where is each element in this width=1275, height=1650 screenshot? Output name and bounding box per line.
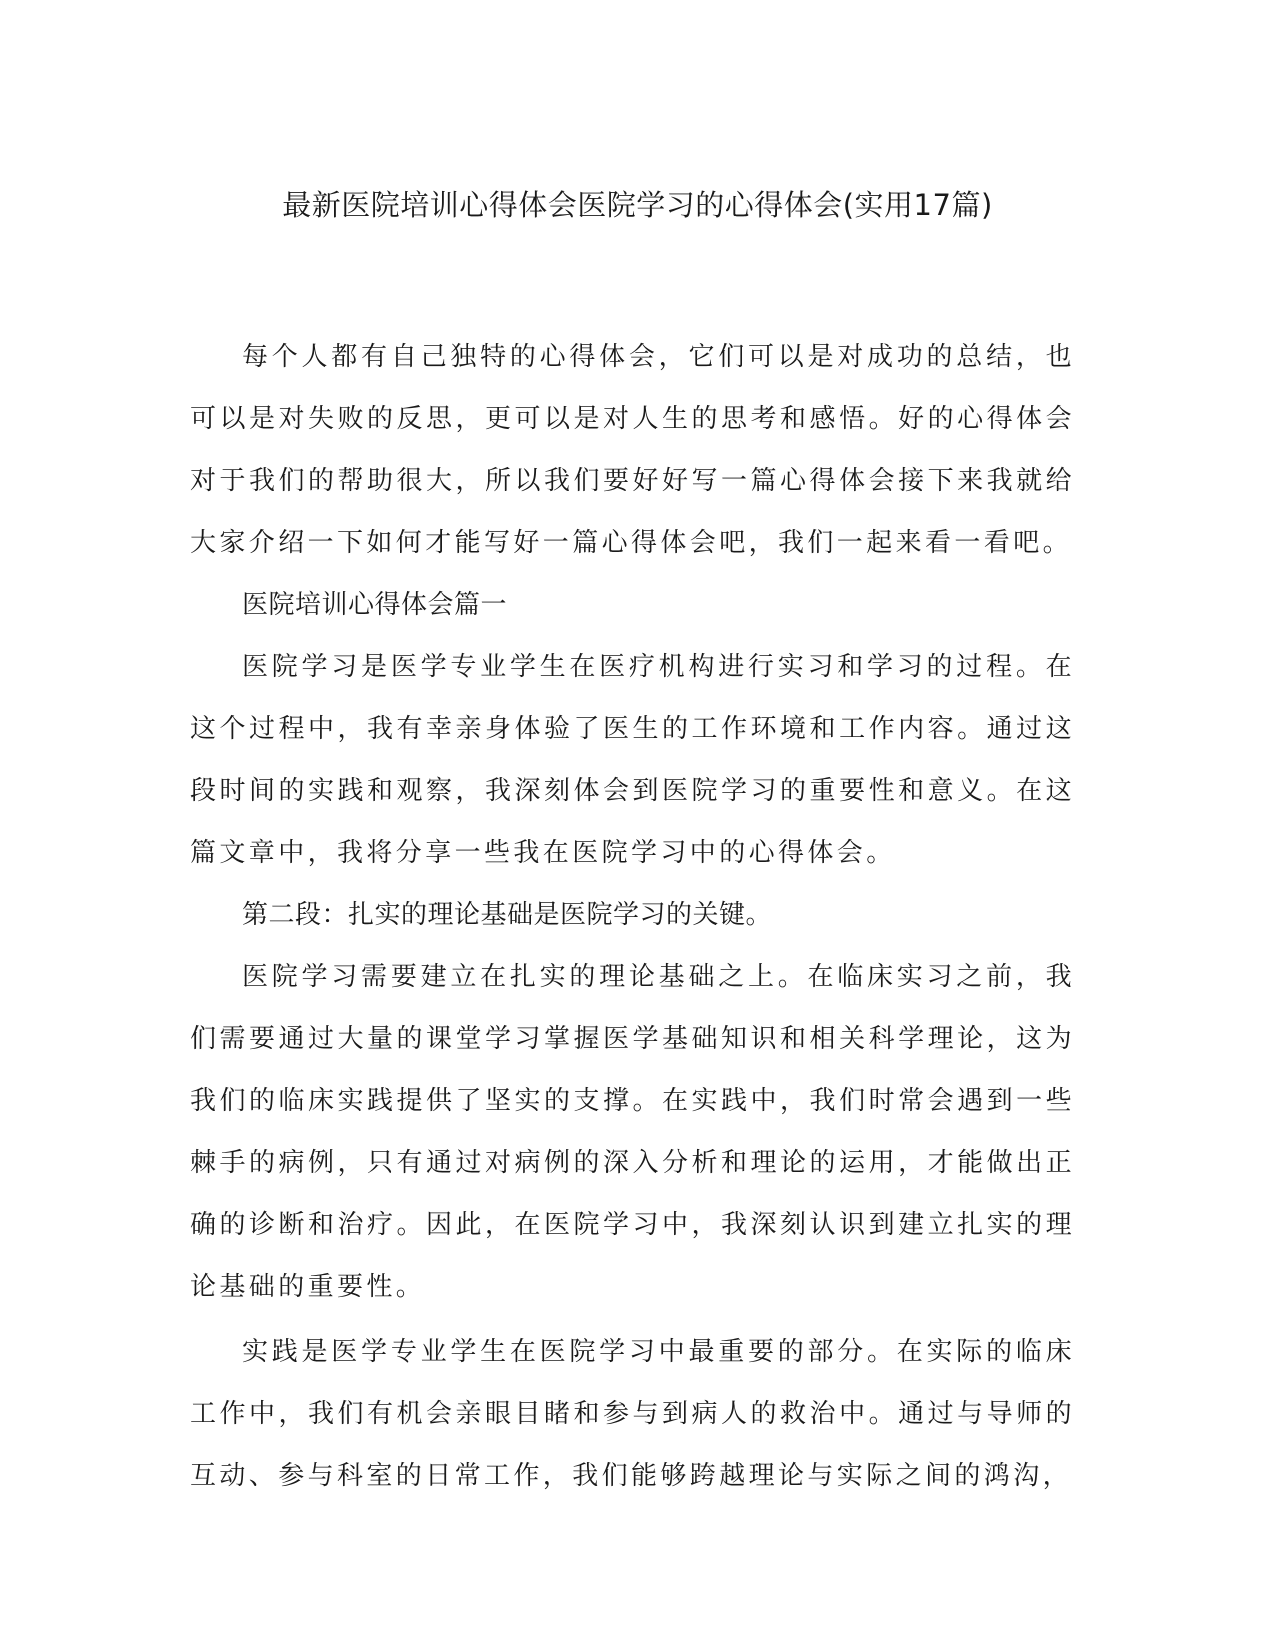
intro-paragraph: 每个人都有自己独特的心得体会，它们可以是对成功的总结，也可以是对失败的反思，更可以是对人生的思考和感悟。好的心得体会对于我们的帮助很大，所以我们要好好写一篇心得体会接下来我就给大家介绍一下如何才能写好一篇心得体会吧，我们一起来看一看吧。 [190,342,1075,558]
body-paragraph-1: 医院学习是医学专业学生在医疗机构进行实习和学习的过程。在这个过程中，我有幸亲身体验了医生的工作环境和工作内容。通过这段时间的实践和观察，我深刻体会到医院学习的重要性和意义。在这篇文章中，我将分享一些我在医院学习中的心得体会。 [190,652,1075,868]
section-heading-2: 第二段：扎实的理论基础是医院学习的关键。 [242,900,773,930]
section-heading-1: 医院培训心得体会篇一 [242,590,508,620]
body-paragraph-3: 实践是医学专业学生在医院学习中最重要的部分。在实际的临床工作中，我们有机会亲眼目睹和参与到病人的救治中。通过与导师的互动、参与科室的日常工作，我们能够跨越理论与实际之间的鸿沟， [190,1337,1075,1491]
body-paragraph-2: 医院学习需要建立在扎实的理论基础之上。在临床实习之前，我们需要通过大量的课堂学习掌握医学基础知识和相关科学理论，这为我们的临床实践提供了坚实的支撑。在实践中，我们时常会遇到一些棘手的病例，只有通过对病例的深入分析和理论的运用，才能做出正确的诊断和治疗。因此，在医院学习中，我深刻认识到建立扎实的理论基础的重要性。 [190,962,1075,1302]
document-body [190,326,1075,1507]
document-title: 最新医院培训心得体会医院学习的心得体会(实用17篇) [282,188,993,222]
